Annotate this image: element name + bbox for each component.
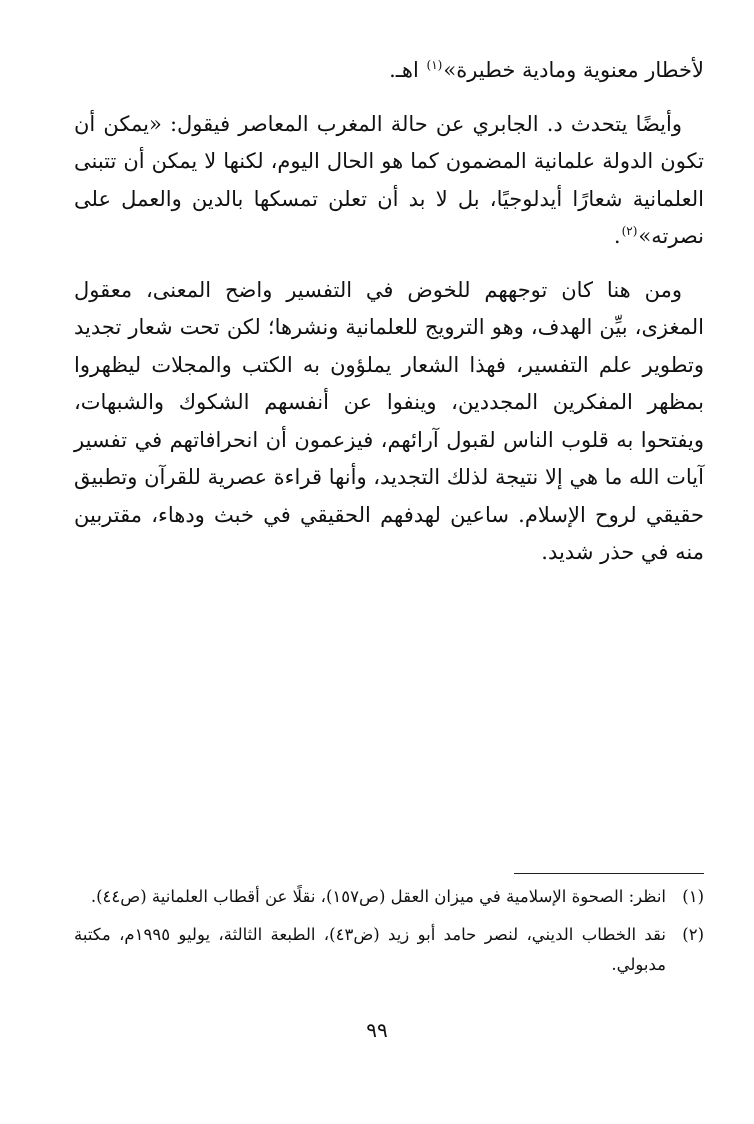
paragraph-3-text: ومن هنا كان توجههم للخوض في التفسير واضح المعنى، معقول المغزى، بيِّن الهدف، وهو الترويج للعلمانية ونشرها؛ لكن تحت شعار تجديد وتطوير علم التفسير، فهذا الشعار يملؤون به الكتب والمجلات ليظهروا بمظهر المفكرين المجددين، وينفوا عن أنفسهم الشكوك والشبهات، ويفتحوا به قلوب الناس لقبول آرائهم، فيزعمون أن انحرافاتهم في تفسير آيات الله ما هي إلا نتيجة لذلك التجديد، وأنها قراءة عصرية للقرآن وتطبيق حقيقي لروح الإسلام. ساعين لهدفهم الحقيقي في خبث ودهاء، مقتربين منه في حذر شديد. bbox=[74, 277, 704, 564]
footnote-2-text: نقد الخطاب الديني، لنصر حامد أبو زيد (ض٤٣)، الطبعة الثالثة، يوليو ١٩٩٥م، مكتبة مدبولي. bbox=[74, 925, 666, 974]
paragraph-2-tail: . bbox=[613, 224, 621, 248]
footnote-1 bbox=[74, 882, 704, 912]
paragraph-1-text: لأخطار معنوية ومادية خطيرة» bbox=[443, 58, 704, 82]
footnote-1-text: انظر: الصحوة الإسلامية في ميزان العقل (ص١٥٧)، نقلًا عن أقطاب العلمانية (ص٤٤). bbox=[90, 887, 666, 906]
paragraph-1 bbox=[74, 52, 704, 90]
paragraph-1-tail: اهـ. bbox=[389, 58, 426, 82]
paragraph-2-text: وأيضًا يتحدث د. الجابري عن حالة المغرب المعاصر فيقول: «يمكن أن تكون الدولة علمانية المضمون كما هو الحال اليوم، لكنها لا يمكن أن تتبنى العلمانية شعارًا أيدلوجيًا، بل لا بد أن تعلن تمسكها بالدين والعمل على نصرته» bbox=[74, 111, 704, 248]
footnote-2-number: (٢) bbox=[682, 925, 704, 944]
footnote-2 bbox=[74, 920, 704, 980]
footnote-ref-1[interactable]: (١) bbox=[426, 58, 443, 72]
footnote-1-number: (١) bbox=[682, 887, 704, 906]
footnote-ref-2[interactable]: (٢) bbox=[621, 224, 638, 238]
footnotes bbox=[74, 882, 704, 988]
paragraph-2 bbox=[74, 106, 704, 256]
footnote-separator bbox=[514, 873, 704, 874]
page-body bbox=[74, 52, 704, 572]
page-number: ٩٩ bbox=[366, 1018, 388, 1042]
paragraph-3 bbox=[74, 272, 704, 572]
